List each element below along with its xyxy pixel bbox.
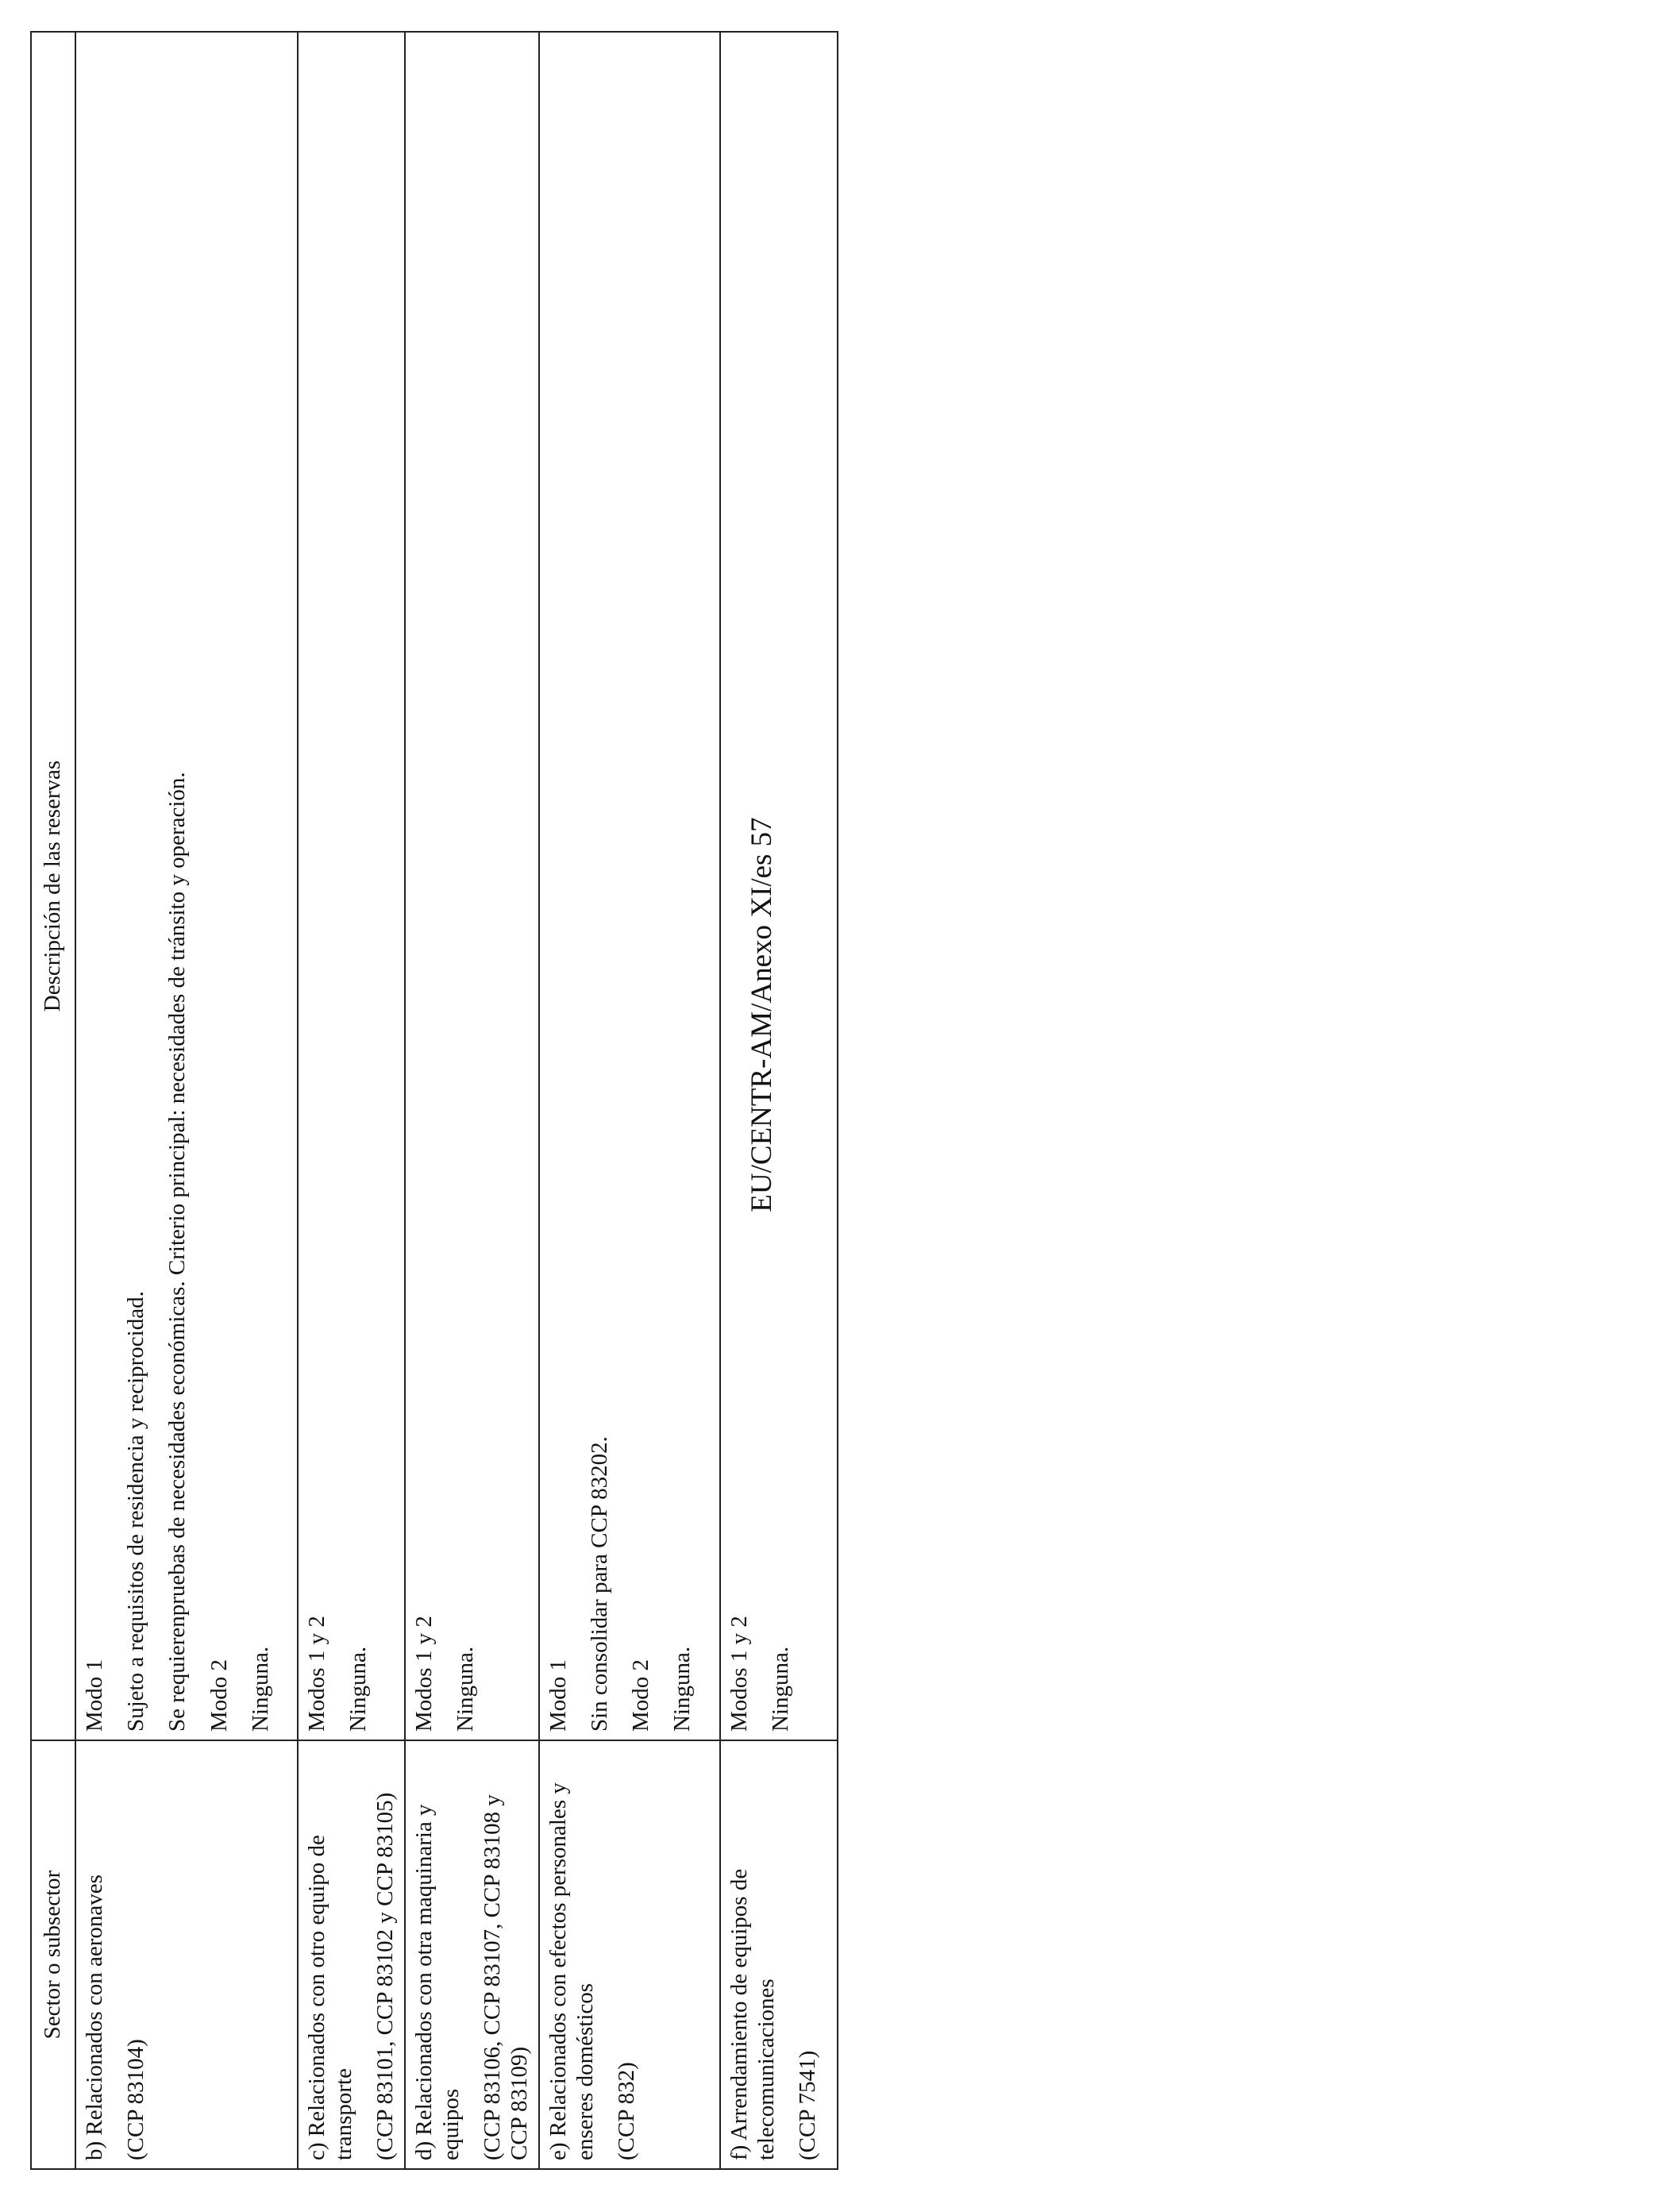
reservation-text: Ninguna. <box>247 1646 273 1732</box>
table-row <box>298 32 405 2169</box>
reservation-text: Se requierenpruebas de necesidades económicas. Criterio principal: necesidades de tránsito y operación. <box>164 772 191 1732</box>
rotated-page <box>30 33 824 2170</box>
page-footer-reference: EU/CENTR-AM/Anexo XI/es 57 <box>746 817 778 1212</box>
table-row <box>75 32 298 2169</box>
sector-code: (CCP 83104) <box>123 2039 149 2160</box>
mode-label: Modos 1 y 2 <box>304 1616 329 1732</box>
sector-code: CCP 83109) <box>507 2046 533 2160</box>
sector-cell <box>720 1740 838 2169</box>
table-row <box>405 32 539 2169</box>
mode-label: Modos 1 y 2 <box>410 1616 437 1732</box>
sector-code: (CCP 83101, CCP 83102 y CCP 83105) <box>372 1792 399 2160</box>
sector-title: e) Relacionados con efectos personales y <box>545 1782 571 2160</box>
sector-cell <box>405 1740 539 2169</box>
mode-label: Modos 1 y 2 <box>726 1616 752 1732</box>
mode-label: Modo 2 <box>627 1659 653 1732</box>
reservation-text: Sujeto a requisitos de residencia y reciprocidad. <box>123 1291 149 1732</box>
description-cell <box>539 32 720 1740</box>
description-cell <box>405 32 539 1740</box>
reservation-text: Ninguna. <box>345 1646 372 1732</box>
sector-title: b) Relacionados con aeronaves <box>82 1875 107 2160</box>
sector-code: (CCP 83106, CCP 83107, CCP 83108 y <box>480 1794 506 2160</box>
reservation-text: Ninguna. <box>669 1646 696 1732</box>
sector-code: (CCP 832) <box>613 2062 639 2160</box>
sector-title: d) Relacionados con otra maquinaria y equipos <box>410 1804 464 2160</box>
sector-title: enseres domésticos <box>572 1982 598 2160</box>
reservations-table <box>30 31 838 2170</box>
sector-cell <box>539 1740 720 2169</box>
header-sector: Sector o subsector <box>31 1740 75 2169</box>
table-header-row <box>31 32 75 2169</box>
header-descripcion: Descripción de las reservas <box>31 32 75 1740</box>
reservation-text: Ninguna. <box>452 1646 478 1732</box>
description-cell <box>75 32 298 1740</box>
description-cell <box>298 32 405 1740</box>
mode-label: Modo 1 <box>82 1659 107 1732</box>
reservation-text: Ninguna. <box>767 1646 793 1732</box>
mode-label: Modo 1 <box>545 1659 571 1732</box>
sector-title: f) Arrendamiento de equipos de <box>726 1868 752 2160</box>
sector-cell <box>298 1740 405 2169</box>
reservation-text: Sin consolidar para CCP 83202. <box>586 1436 612 1732</box>
mode-label: Modo 2 <box>206 1659 232 1732</box>
table-row <box>539 32 720 2169</box>
sector-title: telecomunicaciones <box>753 1979 779 2160</box>
sector-code: (CCP 7541) <box>794 2050 820 2160</box>
sector-cell <box>75 1740 298 2169</box>
sector-title: c) Relacionados con otro equipo de transporte <box>304 1835 357 2160</box>
